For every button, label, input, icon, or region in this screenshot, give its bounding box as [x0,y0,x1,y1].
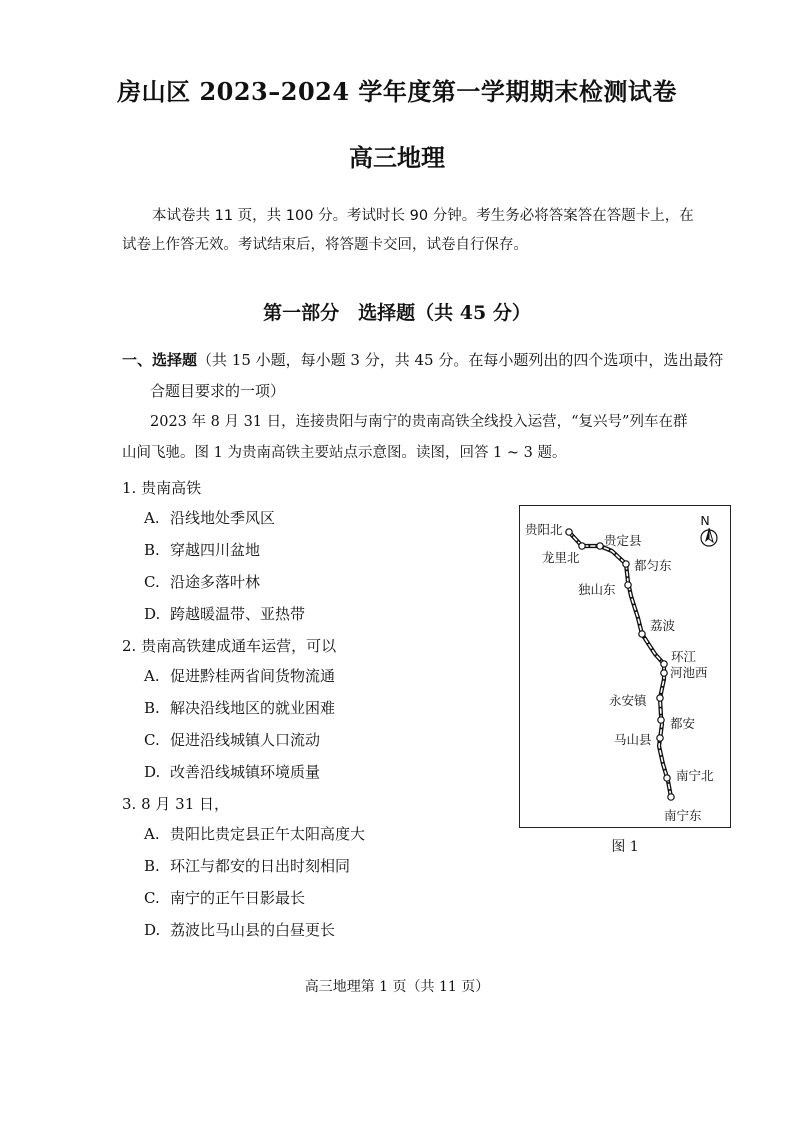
station-dot [657,695,663,701]
station-dot [579,543,585,549]
option-letter: A. [144,667,160,685]
question-3-stem: 3. 8 月 31 日， [122,795,230,813]
notice-line-1: 本试卷共 11 页，共 100 分。考试时长 90 分钟。考生务必将答案答在答题卡上，在 [152,208,694,224]
station-dot [625,582,631,588]
exam-notice [122,202,742,260]
page-footer: 高三地理第 1 页（共 11 页） [304,979,490,995]
station-label-guiyang-bei: 贵阳北 [525,522,563,537]
q3-option-a [144,823,365,844]
station-dot [597,543,603,549]
option-letter: B. [144,857,160,875]
station-label-nanning-dong: 南宁东 [664,808,702,823]
option-letter: D. [144,763,161,781]
option-letter: B. [144,541,160,559]
stem-line-1: 2023 年 8 月 31 日，连接贵阳与南宁的贵南高铁全线投入运营，“复兴号”列车在群 [150,414,688,430]
station-dot [661,661,667,667]
option-letter: A. [144,825,160,843]
q1-option-a [144,507,275,528]
figure-caption: 图 1 [611,839,639,855]
station-dot [658,717,664,723]
station-label-yongan-zhen: 永安镇 [609,693,647,708]
north-label: N [700,513,710,528]
station-label-duan: 都安 [670,716,696,731]
section-label: 一、选择题 [122,351,198,369]
question-2-stem: 2. 贵南高铁建成通车运营，可以 [122,637,337,655]
q2-option-a [144,665,335,686]
station-dot [661,670,667,676]
stem-line-2: 山间飞驰。图 1 为贵南高铁主要站点示意图。读图，回答 1 ~ 3 题。 [122,445,567,461]
option-letter: B. [144,699,160,717]
exam-title: 房山区 2023–2024 学年度第一学期期末检测试卷 [117,77,677,106]
section-instructions [122,345,742,407]
option-letter: C. [144,889,160,907]
option-text: 沿途多落叶林 [170,573,261,591]
q3-option-d [144,919,335,940]
q2-option-b [144,697,335,718]
station-dot [668,794,674,800]
option-letter: C. [144,731,160,749]
section-desc-2: 合题目要求的一项） [150,382,286,400]
station-dot [623,561,629,567]
question-stem [122,407,742,469]
option-text: 沿线地处季风区 [170,509,276,527]
question-1-stem: 1. 贵南高铁 [122,479,202,497]
option-letter: D. [144,921,161,939]
station-label-longli-bei: 龙里北 [542,550,580,565]
station-label-mashan: 马山县 [614,732,652,747]
option-text: 解决沿线地区的就业困难 [170,699,336,717]
q3-option-b [144,855,350,876]
notice-line-2: 试卷上作答无效。考试结束后，将答题卡交回，试卷自行保存。 [122,237,528,253]
q2-option-c [144,729,320,750]
section-desc-1: （共 15 小题，每小题 3 分，共 45 分。在每小题列出的四个选项中，选出最符 [197,351,724,369]
option-text: 环江与都安的日出时刻相同 [170,857,351,875]
railway-map-svg [520,506,732,829]
q3-option-c [144,887,305,908]
part-heading: 第一部分 选择题（共 45 分） [263,302,531,324]
station-label-nanning-bei: 南宁北 [676,768,714,783]
option-text: 促进沿线城镇人口流动 [170,731,321,749]
station-label-dushan-dong: 独山东 [578,582,616,597]
station-dot [664,775,670,781]
option-letter: D. [144,605,161,623]
option-letter: C. [144,573,160,591]
station-label-duyun-dong: 都匀东 [634,558,672,573]
option-text: 促进黔桂两省间货物流通 [170,667,336,685]
option-text: 跨越暖温带、亚热带 [170,605,306,623]
q1-option-d [144,603,305,624]
railway-map [519,505,731,828]
q2-option-d [144,761,320,782]
q1-option-c [144,571,260,592]
option-text: 穿越四川盆地 [170,541,261,559]
option-text: 改善沿线城镇环境质量 [170,763,321,781]
station-dot [566,529,572,535]
q1-option-b [144,539,260,560]
option-text: 贵阳比贵定县正午太阳高度大 [170,825,366,843]
option-text: 南宁的正午日影最长 [170,889,306,907]
option-text: 荔波比马山县的白昼更长 [170,921,336,939]
option-letter: A. [144,509,160,527]
station-label-guiding: 贵定县 [604,533,642,548]
station-dot [657,735,663,741]
north-arrow-icon [700,513,717,546]
subject-title: 高三地理 [349,143,445,172]
station-label-libo: 荔波 [650,618,676,633]
station-label-hechi-xi: 河池西 [670,665,708,680]
station-dot [639,631,645,637]
station-label-huanjiang: 环江 [671,649,697,664]
